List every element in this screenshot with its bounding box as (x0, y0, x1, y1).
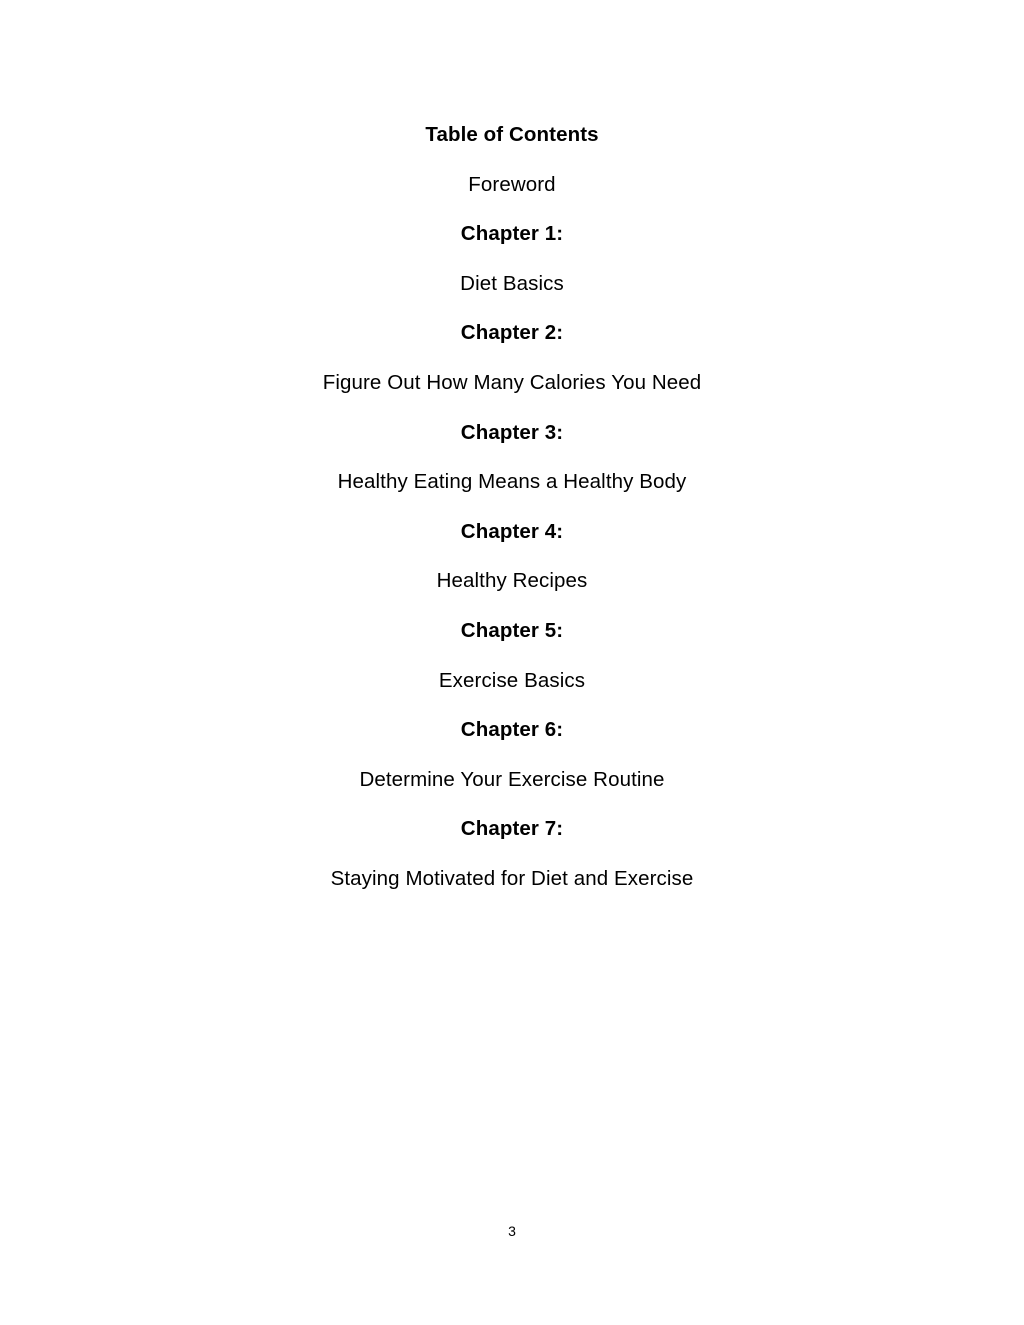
chapter-heading: Chapter 4: (460, 519, 564, 543)
chapter-heading: Chapter 1: (460, 222, 564, 246)
chapter-title: Figure Out How Many Calories You Need (322, 370, 702, 394)
chapter-title: Exercise Basics (438, 668, 586, 692)
page-number: 3 (508, 1223, 516, 1239)
toc-title: Table of Contents (425, 123, 599, 146)
table-of-contents (0, 121, 1024, 915)
chapter-title: Diet Basics (460, 271, 564, 295)
chapter-heading: Chapter 5: (460, 618, 564, 642)
chapter-title: Healthy Recipes (436, 569, 588, 593)
chapter-title: Staying Motivated for Diet and Exercise (330, 866, 694, 890)
chapter-heading: Chapter 2: (460, 321, 564, 345)
chapter-heading: Chapter 7: (460, 817, 564, 841)
chapter-heading: Chapter 6: (460, 718, 564, 742)
chapter-heading: Chapter 3: (460, 420, 564, 444)
chapter-title: Determine Your Exercise Routine (359, 767, 665, 791)
toc-entry-foreword: Foreword (468, 172, 556, 196)
chapter-title: Healthy Eating Means a Healthy Body (337, 470, 687, 494)
